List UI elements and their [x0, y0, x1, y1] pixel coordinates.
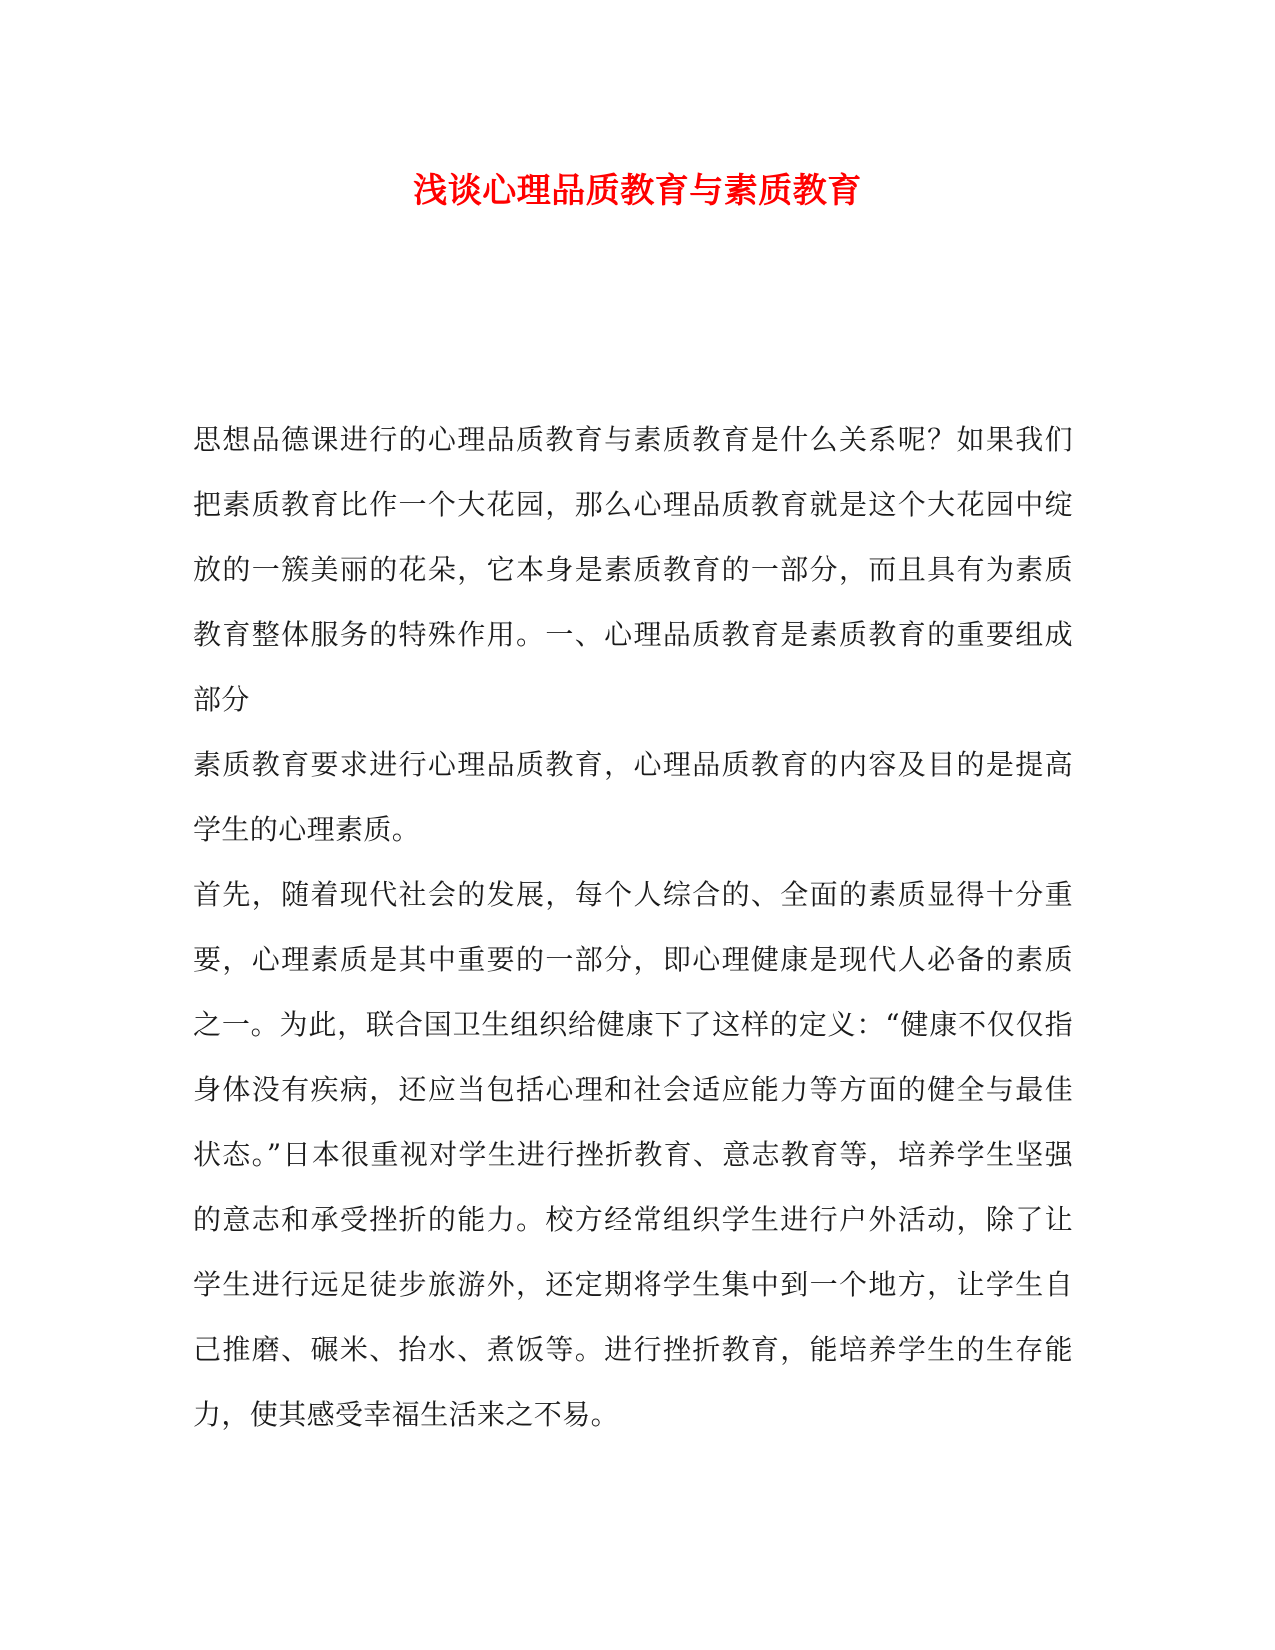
document-body: [193, 407, 1073, 1447]
document-title: 浅谈心理品质教育与素质教育: [413, 171, 862, 211]
body-paragraph-3: 首先，随着现代社会的发展，每个人综合的、全面的素质显得十分重要，心理素质是其中重要的一部分，即心理健康是现代人必备的素质之一。为此，联合国卫生组织给健康下了这样的定义：“健康不仅仅指身体没有疾病，还应当包括心理和社会适应能力等方面的健全与最佳状态。”日本很重视对学生进行挫折教育、意志教育等，培养学生坚强的意志和承受挫折的能力。校方经常组织学生进行户外活动，除了让学生进行远足徒步旅游外，还定期将学生集中到一个地方，让学生自己推磨、碾米、抬水、煮饭等。进行挫折教育，能培养学生的生存能力，使其感受幸福生活来之不易。: [193, 878, 1073, 1431]
body-paragraph-1: 思想品德课进行的心理品质教育与素质教育是什么关系呢？如果我们把素质教育比作一个大花园，那么心理品质教育就是这个大花园中绽放的一簇美丽的花朵，它本身是素质教育的一部分，而且具有为素质教育整体服务的特殊作用。一、心理品质教育是素质教育的重要组成部分: [193, 423, 1073, 716]
body-paragraph-2: 素质教育要求进行心理品质教育，心理品质教育的内容及目的是提高学生的心理素质。: [193, 748, 1073, 846]
